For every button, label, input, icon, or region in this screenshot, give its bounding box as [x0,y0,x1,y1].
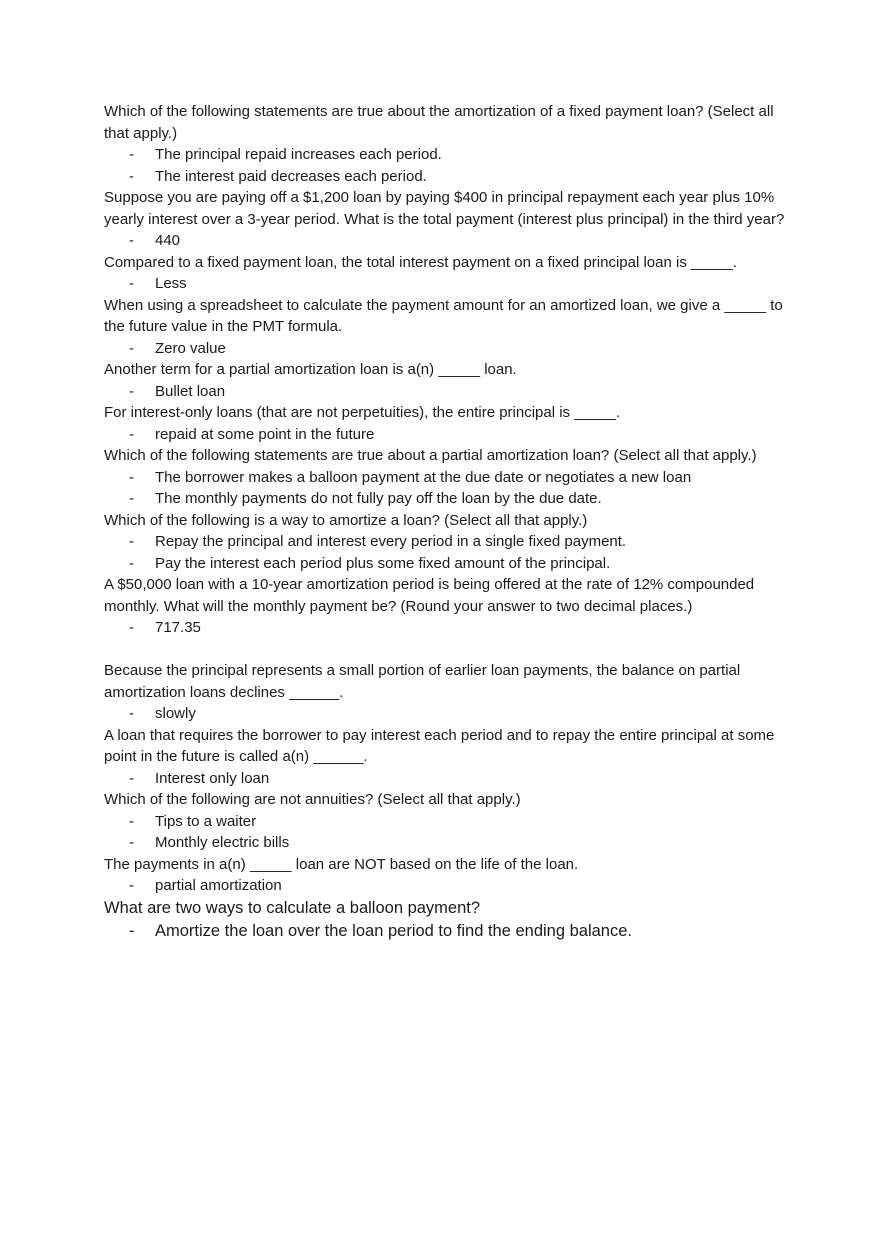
question-block-6 [104,402,794,445]
dash-bullet: - [129,921,135,940]
question-block-4 [104,295,794,360]
answer-text: Interest only loan [155,769,270,787]
question-text: Because the principal represents a small portion of earlier loan payments, the balance on partial amortization loans declines ______. [104,662,741,701]
answer-text: 717.35 [155,619,201,636]
dash-bullet: - [129,705,134,722]
answer-list [104,230,794,252]
answer-list [104,424,794,446]
answer-list [104,811,794,854]
dash-bullet: - [129,877,134,894]
question-text: The payments in a(n) _____ loan are NOT based on the life of the loan. [104,855,579,873]
answer-list [104,617,794,639]
question-block-12 [104,789,794,854]
question-block-7 [104,445,794,510]
answer-text: Bullet loan [155,382,226,400]
answer-item [104,273,794,295]
question-text: For interest-only loans (that are not perpetuities), the entire principal is _____. [104,404,621,421]
question-block-2 [104,187,794,252]
answer-text: Monthly electric bills [155,834,290,851]
answer-list [104,381,794,403]
answer-item [104,920,794,943]
answer-item [104,875,794,897]
answer-text: The principal repaid increases each period. [155,146,442,163]
answer-item [104,166,794,188]
question-block-3 [104,252,794,295]
question-text: A $50,000 loan with a 10-year amortization period is being offered at the rate of 12% compounded monthly. What will the monthly payment be? (Round your answer to two decimal places.) [104,576,755,615]
question-text: Suppose you are paying off a $1,200 loan by paying $400 in principal repayment each year plus 10% yearly interest over a 3-year period. What is the total payment (interest plus principal) in the third year? [104,189,785,228]
answer-text: Tips to a waiter [155,812,257,830]
answer-item [104,424,794,446]
question-text: What are two ways to calculate a balloon payment? [104,898,481,917]
question-block-8 [104,510,794,575]
question-text: Another term for a partial amortization loan is a(n) _____ loan. [104,361,517,378]
question-block-5 [104,359,794,402]
answer-list [104,273,794,295]
answer-item [104,832,794,854]
answer-list [104,768,794,790]
answer-list [104,703,794,725]
dash-bullet: - [129,339,134,357]
answer-item [104,768,794,790]
answer-item [104,381,794,403]
dash-bullet: - [129,834,134,851]
answer-text: slowly [155,705,196,722]
dash-bullet: - [129,554,134,572]
dash-bullet: - [129,812,134,830]
question-block-13 [104,854,794,897]
dash-bullet: - [129,533,134,550]
dash-bullet: - [129,490,134,507]
answer-item [104,617,794,639]
question-block-11 [104,725,794,790]
answer-text: The borrower makes a balloon payment at the due date or negotiates a new loan [155,468,692,486]
answer-list [104,531,794,574]
answer-text: The interest paid decreases each period. [155,167,427,185]
dash-bullet: - [129,382,134,400]
question-text: Which of the following statements are true about a partial amortization loan? (Select all that apply.) [104,447,757,464]
answer-text: Less [155,275,187,292]
answer-text: partial amortization [155,877,282,894]
dash-bullet: - [129,425,134,443]
answer-item [104,488,794,510]
answer-item [104,531,794,553]
dash-bullet: - [129,468,134,486]
answer-item [104,230,794,252]
question-block-9 [104,574,794,639]
question-block-14 [104,897,794,943]
answer-text: Repay the principal and interest every period in a single fixed payment. [155,533,627,550]
question-text: When using a spreadsheet to calculate the payment amount for an amortized loan, we give a _____ to the future value in the PMT formula. [104,296,783,335]
question-text: Compared to a fixed payment loan, the total interest payment on a fixed principal loan is _____. [104,253,737,271]
answer-item [104,703,794,725]
answer-text: The monthly payments do not fully pay off the loan by the due date. [155,490,602,507]
question-block-1 [104,101,794,187]
document-content [104,101,794,943]
dash-bullet: - [129,619,134,636]
answer-list [104,338,794,360]
answer-list [104,144,794,187]
dash-bullet: - [129,232,134,249]
answer-text: Zero value [155,339,226,357]
dash-bullet: - [129,275,134,292]
dash-bullet: - [129,146,134,163]
answer-item [104,338,794,360]
question-text: Which of the following are not annuities? (Select all that apply.) [104,791,521,808]
answer-list [104,920,794,943]
question-text: Which of the following statements are true about the amortization of a fixed payment loan? (Select all that apply.) [104,103,774,142]
question-block-10 [104,660,794,725]
answer-text: Amortize the loan over the loan period to find the ending balance. [155,921,632,940]
answer-item [104,144,794,166]
answer-text: repaid at some point in the future [155,425,375,443]
question-text: Which of the following is a way to amortize a loan? (Select all that apply.) [104,511,588,529]
answer-list [104,875,794,897]
dash-bullet: - [129,167,134,185]
question-text: A loan that requires the borrower to pay interest each period and to repay the entire principal at some point in the future is called a(n) ______. [104,726,775,765]
answer-item [104,811,794,833]
answer-text: 440 [155,232,181,249]
answer-text: Pay the interest each period plus some fixed amount of the principal. [155,554,611,572]
answer-item [104,553,794,575]
dash-bullet: - [129,769,134,787]
answer-list [104,467,794,510]
answer-item [104,467,794,489]
